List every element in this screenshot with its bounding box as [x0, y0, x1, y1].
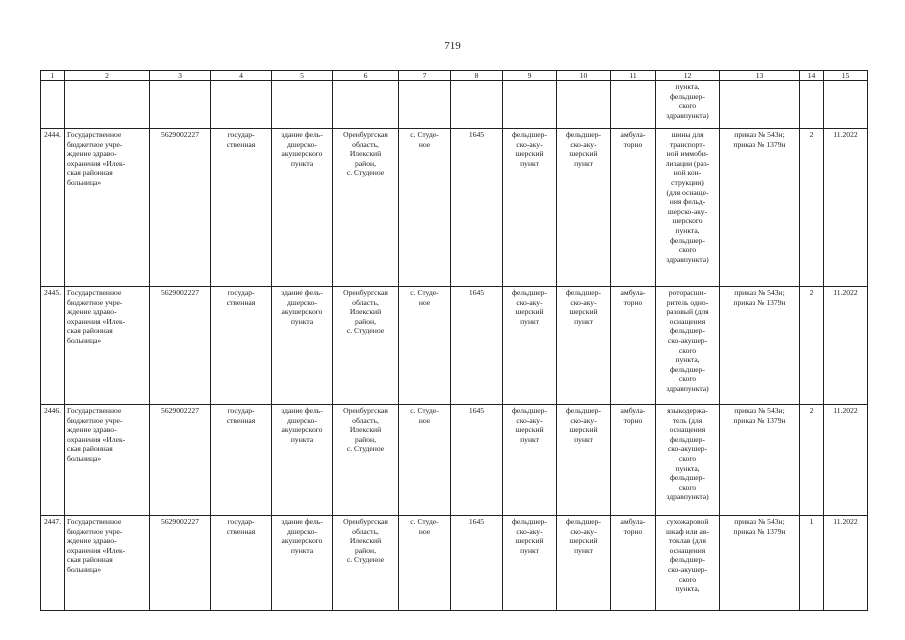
table-row — [41, 405, 868, 516]
care-form-cell: амбула- торно — [611, 129, 656, 287]
code-cell: 1645 — [451, 405, 503, 516]
facility-subtype-cell: фельдшер- ско-аку- шерский пункт — [557, 516, 611, 611]
equipment-cell: пункта, фельдшер- ского здравпункта) — [656, 81, 720, 129]
facility-type-cell: фельдшер- ско-аку- шерский пункт — [503, 516, 557, 611]
building-cell: здание фель- дшерско- акушерского пункта — [272, 516, 333, 611]
equipment-cell: сухожаровой шкаф или ав- токлав (для оснащения фельдшер- ско-акушер- ского пункта, — [656, 516, 720, 611]
column-header: 13 — [720, 71, 800, 81]
building-cell: здание фель- дшерско- акушерского пункта — [272, 129, 333, 287]
ownership-cell: государ- ственная — [211, 516, 272, 611]
address-cell: Оренбургская область, Илекский район, с. Студеное — [333, 405, 399, 516]
column-header: 8 — [451, 71, 503, 81]
code-cell: 1645 — [451, 129, 503, 287]
settlement-cell: с. Студе- ное — [399, 129, 451, 287]
equipment-cell: шины для транспорт- ной иммоби- лизации (раз- ной кон- струкции) (для оснаще- ния фельд- шерско-аку- шерского пункта, фельдшер- ского здравпункта) — [656, 129, 720, 287]
organization-cell: Государственное бюджетное учре- ждение здраво- охранения «Илек- ская районная больница» — [65, 287, 150, 405]
code-cell: 1645 — [451, 287, 503, 405]
order-cell: приказ № 543н; приказ № 1379н — [720, 516, 800, 611]
column-header: 3 — [150, 71, 211, 81]
column-header: 15 — [824, 71, 868, 81]
facility-subtype-cell: фельдшер- ско-аку- шерский пункт — [557, 405, 611, 516]
row-number-cell: 2447. — [41, 516, 65, 611]
table-row — [41, 129, 868, 287]
address-cell: Оренбургская область, Илекский район, с. Студеное — [333, 129, 399, 287]
column-header: 1 — [41, 71, 65, 81]
inn-cell: 5629002227 — [150, 129, 211, 287]
row-number-cell: 2444. — [41, 129, 65, 287]
page-number: 719 — [444, 40, 461, 52]
organization-cell: Государственное бюджетное учре- ждение здраво- охранения «Илек- ская районная больница» — [65, 516, 150, 611]
row-number-cell: 2445. — [41, 287, 65, 405]
care-form-cell: амбула- торно — [611, 287, 656, 405]
facility-subtype-cell: фельдшер- ско-аку- шерский пункт — [557, 287, 611, 405]
column-header: 12 — [656, 71, 720, 81]
date-cell: 11.2022 — [824, 405, 868, 516]
inn-cell: 5629002227 — [150, 287, 211, 405]
quantity-cell: 2 — [800, 287, 824, 405]
settlement-cell: с. Студе- ное — [399, 287, 451, 405]
ownership-cell: государ- ственная — [211, 287, 272, 405]
quantity-cell: 1 — [800, 516, 824, 611]
organization-cell: Государственное бюджетное учре- ждение здраво- охранения «Илек- ская районная больница» — [65, 405, 150, 516]
ownership-cell: государ- ственная — [211, 405, 272, 516]
column-header: 7 — [399, 71, 451, 81]
column-header: 6 — [333, 71, 399, 81]
equipment-cell: языкодержа- тель (для оснащения фельдшер- ско-акушер- ского пункта, фельдшер- ского здравпункта) — [656, 405, 720, 516]
care-form-cell: амбула- торно — [611, 405, 656, 516]
inn-cell: 5629002227 — [150, 405, 211, 516]
facility-type-cell: фельдшер- ско-аку- шерский пункт — [503, 287, 557, 405]
address-cell: Оренбургская область, Илекский район, с. Студеное — [333, 287, 399, 405]
settlement-cell: с. Студе- ное — [399, 405, 451, 516]
column-header: 10 — [557, 71, 611, 81]
registry-table — [40, 70, 868, 611]
building-cell: здание фель- дшерско- акушерского пункта — [272, 287, 333, 405]
column-header: 11 — [611, 71, 656, 81]
facility-type-cell: фельдшер- ско-аку- шерский пункт — [503, 129, 557, 287]
facility-type-cell: фельдшер- ско-аку- шерский пункт — [503, 405, 557, 516]
address-cell: Оренбургская область, Илекский район, с. Студеное — [333, 516, 399, 611]
care-form-cell: амбула- торно — [611, 516, 656, 611]
table-row — [41, 287, 868, 405]
column-number-row — [41, 71, 868, 81]
date-cell: 11.2022 — [824, 287, 868, 405]
column-header: 4 — [211, 71, 272, 81]
equipment-cell: роторасши- ритель одно- разовый (для оснащения фельдшер- ско-акушер- ского пункта, фельдшер- ского здравпункта) — [656, 287, 720, 405]
organization-cell: Государственное бюджетное учре- ждение здраво- охранения «Илек- ская районная больница» — [65, 129, 150, 287]
quantity-cell: 2 — [800, 129, 824, 287]
row-number-cell: 2446. — [41, 405, 65, 516]
order-cell: приказ № 543н; приказ № 1379н — [720, 129, 800, 287]
building-cell: здание фель- дшерско- акушерского пункта — [272, 405, 333, 516]
ownership-cell: государ- ственная — [211, 129, 272, 287]
code-cell: 1645 — [451, 516, 503, 611]
continuation-row — [41, 81, 868, 129]
table-row — [41, 516, 868, 611]
facility-subtype-cell: фельдшер- ско-аку- шерский пункт — [557, 129, 611, 287]
date-cell: 11.2022 — [824, 516, 868, 611]
column-header: 14 — [800, 71, 824, 81]
column-header: 9 — [503, 71, 557, 81]
settlement-cell: с. Студе- ное — [399, 516, 451, 611]
column-header: 2 — [65, 71, 150, 81]
inn-cell: 5629002227 — [150, 516, 211, 611]
date-cell: 11.2022 — [824, 129, 868, 287]
quantity-cell: 2 — [800, 405, 824, 516]
column-header: 5 — [272, 71, 333, 81]
order-cell: приказ № 543н; приказ № 1379н — [720, 287, 800, 405]
order-cell: приказ № 543н; приказ № 1379н — [720, 405, 800, 516]
